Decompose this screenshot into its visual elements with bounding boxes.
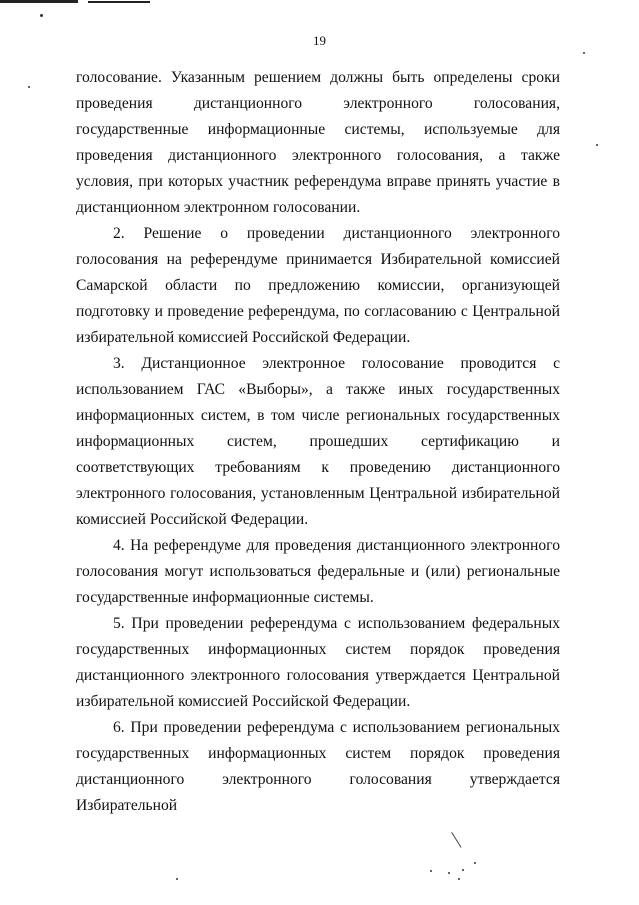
scan-edge-mark [88,1,150,3]
scan-speck [583,52,585,54]
paragraph: 3. Дистанционное электронное голосование проводится с использованием ГАС «Выборы», а также иных государственных информационных систем, в том числе региональных государственных информационных систем, прошедших сертификацию и соответствующих требованиям к проведению дистанционного электронного голосования, установленным Центральной избирательной комиссией Российской Федерации. [76,355,560,528]
scan-speck [448,872,450,874]
scan-speck [474,862,476,864]
page-number: 19 [313,33,326,48]
scan-speck [458,878,460,880]
paragraph: 6. При проведении референдума с использованием региональных государственных информационных систем порядок проведения дистанционного электронного голосования утверждается Избирательной [76,719,560,814]
scan-speck [40,14,43,17]
paragraph: голосование. Указанным решением должны быть определены сроки проведения дистанционного электронного голосования, государственные информационные системы, используемые для проведения дистанционного электронного голосования, а также условия, при которых участник референдума вправе принять участие в дистанционном электронном голосовании. [76,69,560,216]
pen-mark [451,832,461,848]
paragraph: 2. Решение о проведении дистанционного электронного голосования на референдуме принимается Избирательной комиссией Самарской области по предложению комиссии, организующей подготовку и проведение референдума, по согласованию с Центральной избирательной комиссией Российской Федерации. [76,225,560,346]
scan-speck [596,144,598,146]
scan-speck [28,86,30,88]
paragraph: 5. При проведении референдума с использованием федеральных государственных информационных систем порядок проведения дистанционного электронного голосования утверждается Центральной избирательной комиссией Российской Федерации. [76,615,560,710]
scan-edge-mark [0,0,78,3]
scan-speck [462,869,464,871]
body-text [76,65,560,819]
scan-speck [430,870,432,872]
scan-speck [176,878,178,880]
paragraph: 4. На референдуме для проведения дистанционного электронного голосования могут использоваться федеральные и (или) региональные государственные информационные системы. [76,537,560,606]
